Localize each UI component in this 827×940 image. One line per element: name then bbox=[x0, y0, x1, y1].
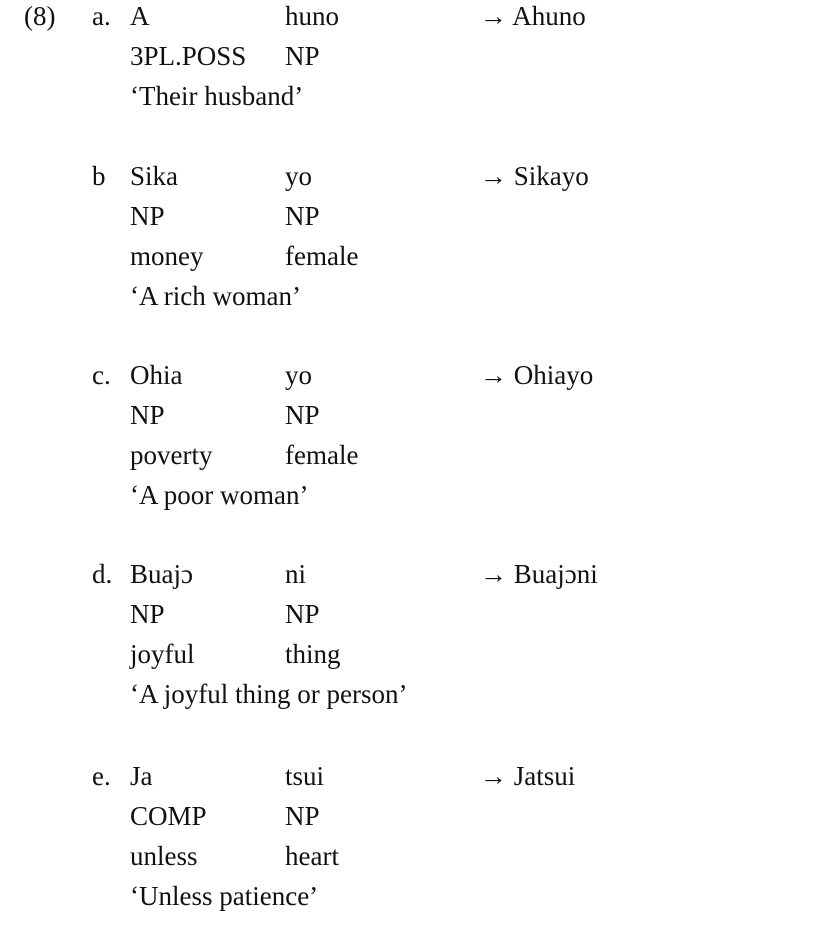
category-2: NP bbox=[285, 201, 320, 231]
morpheme-1: Sika bbox=[130, 161, 179, 191]
morpheme-2: ni bbox=[285, 559, 307, 589]
gloss-1: unless bbox=[130, 841, 198, 871]
example-label: d. bbox=[92, 559, 113, 589]
morpheme-2: yo bbox=[285, 360, 312, 390]
compound-result: → Sikayo bbox=[480, 161, 589, 191]
category-1: COMP bbox=[130, 801, 207, 831]
morpheme-1: Ja bbox=[130, 761, 153, 791]
gloss-2: female bbox=[285, 241, 359, 271]
category-1: NP bbox=[130, 201, 165, 231]
example-label: c. bbox=[92, 360, 111, 390]
translation: ‘Their husband’ bbox=[130, 81, 304, 111]
category-1: NP bbox=[130, 599, 165, 629]
category-2: NP bbox=[285, 599, 320, 629]
morpheme-1: A bbox=[130, 1, 150, 31]
gloss-2: female bbox=[285, 440, 359, 470]
category-2: NP bbox=[285, 801, 320, 831]
example-label: b bbox=[92, 161, 106, 191]
category-2: NP bbox=[285, 400, 320, 430]
compound-result: → Jatsui bbox=[480, 761, 576, 791]
compound-result: → Ahuno bbox=[480, 1, 586, 31]
morpheme-2: huno bbox=[285, 1, 339, 31]
gloss-2: thing bbox=[285, 639, 341, 669]
morpheme-2: yo bbox=[285, 161, 312, 191]
morpheme-1: Ohia bbox=[130, 360, 183, 390]
compound-result: → Ohiayo bbox=[480, 360, 594, 390]
category-1: 3PL.POSS bbox=[130, 41, 247, 71]
gloss-1: poverty bbox=[130, 440, 213, 470]
category-1: NP bbox=[130, 400, 165, 430]
gloss-1: joyful bbox=[130, 639, 195, 669]
example-label: e. bbox=[92, 761, 111, 791]
gloss-1: money bbox=[130, 241, 204, 271]
translation: ‘A rich woman’ bbox=[130, 281, 301, 311]
example-number: (8) bbox=[24, 1, 56, 31]
translation: ‘Unless patience’ bbox=[130, 881, 319, 911]
morpheme-2: tsui bbox=[285, 761, 325, 791]
category-2: NP bbox=[285, 41, 320, 71]
compound-result: → Buajɔni bbox=[480, 559, 598, 589]
morpheme-1: Buajɔ bbox=[130, 559, 193, 589]
gloss-2: heart bbox=[285, 841, 339, 871]
translation: ‘A poor woman’ bbox=[130, 480, 309, 510]
translation: ‘A joyful thing or person’ bbox=[130, 679, 408, 709]
example-label: a. bbox=[92, 1, 111, 31]
